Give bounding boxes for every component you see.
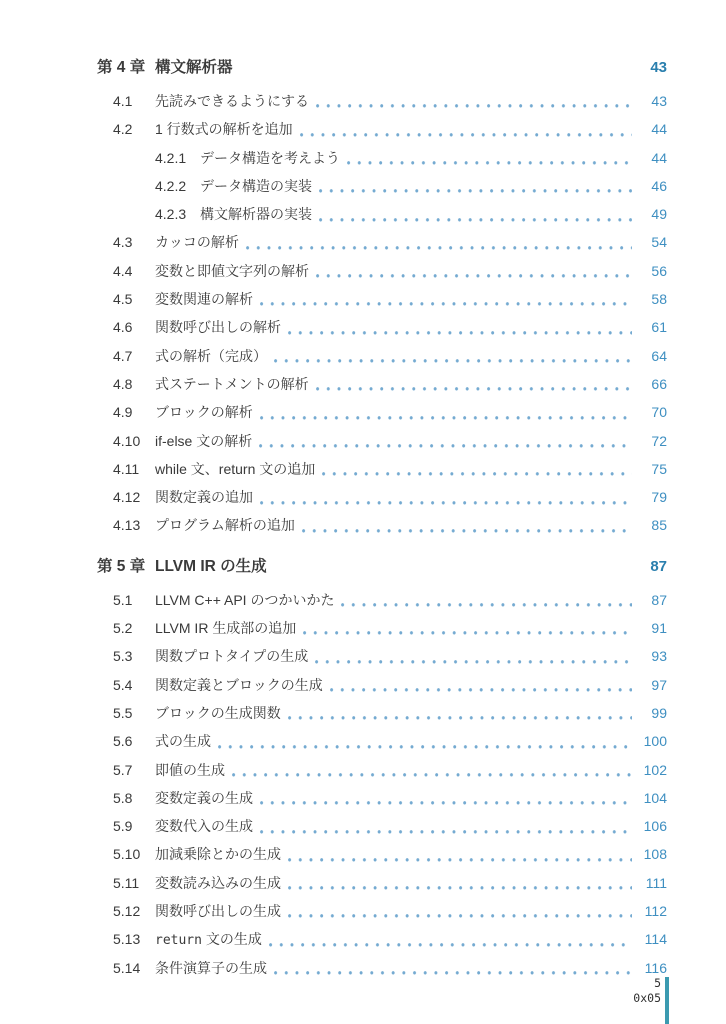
entry-title: 先読みできるようにする xyxy=(155,93,309,109)
entry-title: カッコの解析 xyxy=(155,234,239,251)
entry-number: 5.14 xyxy=(113,959,141,976)
entry-number: 4.12 xyxy=(113,489,141,506)
dot-leader xyxy=(260,483,632,511)
entry-number: 4.3 xyxy=(113,234,133,251)
toc-entry[interactable] xyxy=(97,869,667,897)
chapter-number: 第 5 章 xyxy=(97,557,146,575)
entry-title: 条件演算子の生成 xyxy=(155,959,267,976)
entry-title: 構文解析器の実装 xyxy=(200,206,312,223)
chapter-title: LLVM IR の生成 xyxy=(155,557,267,575)
entry-number: 4.4 xyxy=(113,262,133,279)
entry-number: 5.9 xyxy=(113,818,133,835)
toc-entry[interactable] xyxy=(97,699,667,727)
entry-page-number: 79 xyxy=(651,489,667,506)
toc-entry[interactable] xyxy=(97,172,667,200)
toc-entry[interactable] xyxy=(97,342,667,370)
dot-leader xyxy=(274,954,632,982)
entry-title: 関数プロトタイプの生成 xyxy=(155,648,309,665)
toc-entry[interactable] xyxy=(97,614,667,642)
dot-leader xyxy=(316,370,632,398)
entry-title: 変数読み込みの生成 xyxy=(155,874,281,891)
dot-leader xyxy=(341,586,632,614)
entry-page-number: 54 xyxy=(651,234,667,251)
toc-entry[interactable] xyxy=(97,285,667,313)
entry-page-number: 44 xyxy=(651,121,667,138)
entry-page-number: 116 xyxy=(644,959,667,976)
dot-leader xyxy=(288,313,632,341)
entry-title: while 文、return 文の追加 xyxy=(155,460,316,477)
entry-number: 5.12 xyxy=(113,903,141,920)
entry-title-code-segment: return xyxy=(155,933,202,949)
dot-leader xyxy=(330,671,632,699)
entry-page-number: 111 xyxy=(645,874,667,891)
entry-number: 4.2.2 xyxy=(155,177,187,194)
entry-page-number: 61 xyxy=(651,319,667,336)
entry-number: 4.5 xyxy=(113,291,133,308)
entry-number: 4.6 xyxy=(113,319,133,336)
entry-page-number: 102 xyxy=(643,761,667,778)
entry-page-number: 93 xyxy=(651,648,667,665)
entry-title: 式の生成 xyxy=(155,733,211,750)
toc-entry[interactable] xyxy=(97,144,667,172)
entry-number: 4.2.3 xyxy=(155,206,187,223)
footer-accent-bar xyxy=(665,977,669,1024)
toc-entry[interactable] xyxy=(97,925,667,953)
toc-entry[interactable] xyxy=(97,671,667,699)
entry-page-number: 43 xyxy=(651,93,667,109)
entry-title: ブロックの解析 xyxy=(155,404,253,421)
entry-page-number: 87 xyxy=(651,591,667,608)
toc-entry[interactable] xyxy=(97,727,667,755)
entry-title: 関数定義とブロックの生成 xyxy=(155,676,323,693)
chapter-block xyxy=(97,551,667,982)
entry-page-number: 114 xyxy=(644,931,667,948)
entry-number: 5.8 xyxy=(113,789,133,806)
entry-page-number: 72 xyxy=(651,432,667,449)
chapter-heading[interactable] xyxy=(97,551,667,582)
entry-title: 式の解析（完成） xyxy=(155,347,267,364)
toc-entry[interactable] xyxy=(97,455,667,483)
entry-title: データ構造の実装 xyxy=(200,177,312,194)
toc-entry[interactable] xyxy=(97,897,667,925)
entry-page-number: 85 xyxy=(651,517,667,534)
entry-number: 5.13 xyxy=(113,931,141,948)
entry-number: 4.9 xyxy=(113,404,133,421)
toc-entry[interactable] xyxy=(97,954,667,982)
dot-leader xyxy=(315,642,632,670)
entry-title: 変数関連の解析 xyxy=(155,291,253,308)
entry-page-number: 97 xyxy=(651,676,667,693)
entry-title: 即値の生成 xyxy=(155,761,225,778)
entry-number: 5.5 xyxy=(113,704,133,721)
entry-page-number: 106 xyxy=(643,818,667,835)
toc-entry[interactable] xyxy=(97,200,667,228)
entry-page-number: 64 xyxy=(651,347,667,364)
entry-page-number: 66 xyxy=(651,375,667,392)
dot-leader xyxy=(288,897,632,925)
page-number: 5 xyxy=(654,976,661,990)
entry-number: 5.7 xyxy=(113,761,133,778)
toc-entry[interactable] xyxy=(97,115,667,143)
toc-entry[interactable] xyxy=(97,370,667,398)
dot-leader xyxy=(246,228,632,256)
toc-entry[interactable] xyxy=(97,511,667,539)
entry-title: プログラム解析の追加 xyxy=(155,517,295,534)
dot-leader xyxy=(260,285,632,313)
toc-entry[interactable] xyxy=(97,756,667,784)
entry-number: 4.10 xyxy=(113,432,141,449)
entry-title: LLVM C++ API のつかいかた xyxy=(155,591,335,608)
dot-leader xyxy=(319,200,632,228)
toc-entry[interactable] xyxy=(97,784,667,812)
dot-leader xyxy=(232,756,632,784)
dot-leader xyxy=(300,115,632,143)
chapter-title: 構文解析器 xyxy=(155,59,233,76)
entry-page-number: 112 xyxy=(644,903,667,920)
dot-leader xyxy=(288,699,632,727)
entry-page-number: 49 xyxy=(651,206,667,223)
toc-entry[interactable] xyxy=(97,398,667,426)
dot-leader xyxy=(260,398,632,426)
entry-title: LLVM IR 生成部の追加 xyxy=(155,620,297,637)
entry-number: 5.10 xyxy=(113,846,141,863)
toc-entry[interactable] xyxy=(97,642,667,670)
dot-leader xyxy=(303,614,632,642)
entry-number: 4.11 xyxy=(113,460,140,477)
toc-entry[interactable] xyxy=(97,812,667,840)
dot-leader xyxy=(269,925,632,953)
toc-entry[interactable] xyxy=(97,313,667,341)
entry-title-segment: 文の生成 xyxy=(201,931,262,948)
entry-title xyxy=(155,925,262,953)
entry-page-number: 44 xyxy=(651,149,667,166)
entry-title: 加減乗除とかの生成 xyxy=(155,846,281,863)
dot-leader xyxy=(316,257,632,285)
dot-leader xyxy=(260,812,632,840)
entry-title: 変数定義の生成 xyxy=(155,789,253,806)
chapter-number: 第 4 章 xyxy=(97,59,146,76)
dot-leader xyxy=(218,727,632,755)
entry-number: 5.6 xyxy=(113,733,133,750)
page-hex-label: 0x05 xyxy=(633,991,661,1005)
entry-page-number: 91 xyxy=(651,620,667,637)
entry-page-number: 99 xyxy=(651,704,667,721)
toc-entry[interactable] xyxy=(97,840,667,868)
entry-title: if-else 文の解析 xyxy=(155,432,253,449)
entry-page-number: 104 xyxy=(643,789,667,806)
dot-leader xyxy=(288,840,632,868)
entry-title: 関数定義の追加 xyxy=(155,489,253,506)
toc-entry[interactable] xyxy=(97,427,667,455)
page-footer xyxy=(633,976,661,1006)
entry-number: 5.3 xyxy=(113,648,133,665)
entry-title: 変数と即値文字列の解析 xyxy=(155,262,309,279)
table-of-contents xyxy=(97,52,667,982)
dot-leader xyxy=(288,869,632,897)
chapter-block xyxy=(97,52,667,540)
heading-spacer xyxy=(233,52,641,83)
entry-title: 1 行数式の解析を追加 xyxy=(155,121,293,138)
entry-page-number: 100 xyxy=(643,733,667,750)
entry-page-number: 108 xyxy=(643,846,667,863)
entry-number: 5.4 xyxy=(113,676,133,693)
entry-number: 4.7 xyxy=(113,347,133,364)
entry-title: 関数呼び出しの生成 xyxy=(155,903,281,920)
entry-number: 4.13 xyxy=(113,517,141,534)
entry-title: 関数呼び出しの解析 xyxy=(155,319,281,336)
chapter-page-number: 43 xyxy=(650,59,667,76)
dot-leader xyxy=(302,511,632,539)
dot-leader xyxy=(259,427,632,455)
dot-leader xyxy=(260,784,632,812)
entry-number: 4.2.1 xyxy=(155,149,187,166)
toc-entry[interactable] xyxy=(97,586,667,614)
dot-leader xyxy=(319,172,632,200)
entry-number: 4.2 xyxy=(113,121,133,138)
entry-title: 変数代入の生成 xyxy=(155,818,253,835)
toc-entry[interactable] xyxy=(97,228,667,256)
entry-title: ブロックの生成関数 xyxy=(155,704,281,721)
entry-number: 4.1 xyxy=(113,93,133,109)
dot-leader xyxy=(316,87,632,115)
entry-number: 5.1 xyxy=(113,591,133,608)
toc-entry[interactable] xyxy=(97,257,667,285)
entry-page-number: 75 xyxy=(651,460,667,477)
entry-page-number: 56 xyxy=(651,262,667,279)
entry-page-number: 46 xyxy=(651,177,667,194)
toc-entry[interactable] xyxy=(97,483,667,511)
entry-number: 5.11 xyxy=(113,874,140,891)
entry-title: 式ステートメントの解析 xyxy=(155,375,309,392)
chapter-page-number: 87 xyxy=(650,557,667,575)
entry-title: データ構造を考えよう xyxy=(200,149,340,166)
entry-number: 4.8 xyxy=(113,375,133,392)
dot-leader xyxy=(347,144,632,172)
entry-page-number: 58 xyxy=(651,291,667,308)
entry-number: 5.2 xyxy=(113,620,133,637)
dot-leader xyxy=(322,455,632,483)
chapter-heading[interactable] xyxy=(97,52,667,83)
heading-spacer xyxy=(267,551,641,582)
dot-leader xyxy=(274,342,632,370)
toc-entry[interactable] xyxy=(97,87,667,115)
entry-page-number: 70 xyxy=(651,404,667,421)
